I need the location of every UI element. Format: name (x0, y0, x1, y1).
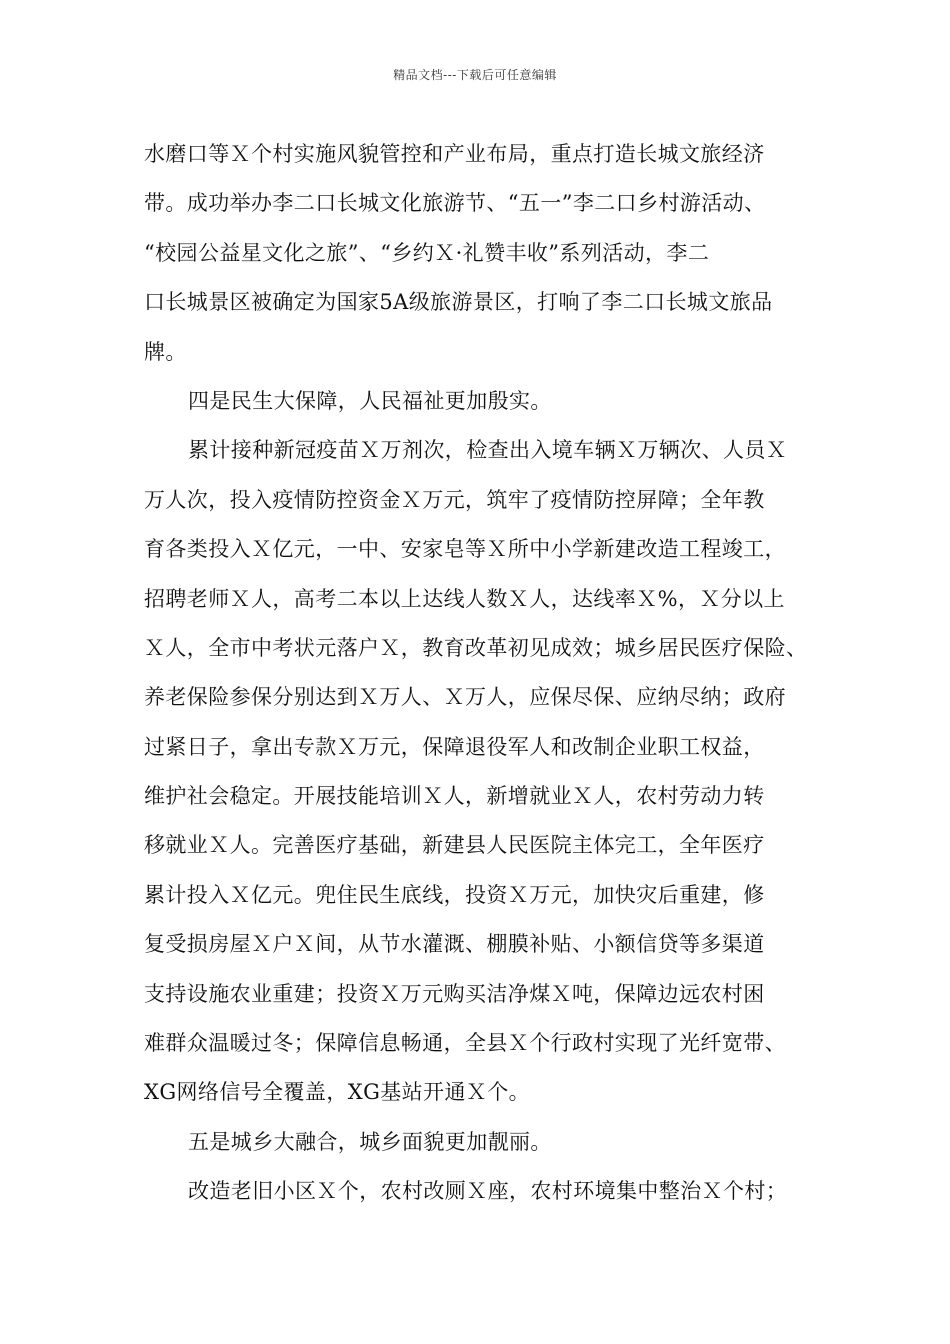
text-line: 水磨口等Ｘ个村实施风貌管控和产业布局，重点打造长城文旅经济 (144, 142, 765, 166)
text-line: Ｘ人，全市中考状元落户Ｘ，教育改革初见成效；城乡居民医疗保险、 (144, 635, 808, 660)
document-body (144, 130, 814, 1217)
text-line: 招聘老师Ｘ人，高考二本以上达线人数Ｘ人，达线率Ｘ%，Ｘ分以上 (144, 586, 785, 611)
page-header: 精品文档---下载后可任意编辑 (393, 68, 557, 82)
section-heading: 五是城乡大融合，城乡面貌更加靓丽。 (188, 1129, 552, 1154)
text-line: 复受损房屋Ｘ户Ｘ间，从节水灌溉、棚膜补贴、小额信贷等多渠道 (144, 932, 765, 957)
text-line: 牌。 (144, 339, 187, 364)
text-line: “校园公益星文化之旅”、“乡约Ｘ·礼赞丰收”系列活动，李二 (144, 240, 710, 265)
text-line: 维护社会稳定。开展技能培训Ｘ人，新增就业Ｘ人，农村劳动力转 (144, 784, 765, 809)
text-line: 支持设施农业重建；投资Ｘ万元购买洁净煤Ｘ吨，保障边远农村困 (144, 981, 765, 1006)
text-line: 改造老旧小区Ｘ个，农村改厕Ｘ座，农村环境集中整治Ｘ个村； (188, 1179, 788, 1204)
text-line: XG网络信号全覆盖，XG基站开通Ｘ个。 (144, 1080, 531, 1105)
text-line: 累计接种新冠疫苗Ｘ万剂次，检查出入境车辆Ｘ万辆次、人员Ｘ (188, 438, 788, 463)
text-line: 累计投入Ｘ亿元。兜住民生底线，投资Ｘ万元，加快灾后重建，修 (144, 882, 765, 907)
text-line: 难群众温暖过冬；保障信息畅通，全县Ｘ个行政村实现了光纤宽带、 (144, 1031, 786, 1056)
text-line: 育各类投入Ｘ亿元，一中、安家皂等Ｘ所中小学新建改造工程竣工， (144, 537, 786, 562)
text-line: 过紧日子，拿出专款Ｘ万元，保障退役军人和改制企业职工权益， (144, 734, 765, 759)
text-line: 带。成功举办李二口长城文化旅游节、“五一”李二口乡村游活动、 (144, 191, 766, 216)
section-heading: 四是民生大保障，人民福祉更加殷实。 (188, 388, 552, 413)
text-line: 口长城景区被确定为国家5A级旅游景区，打响了李二口长城文旅品 (144, 290, 773, 315)
text-line: 养老保险参保分别达到Ｘ万人、Ｘ万人，应保尽保、应纳尽纳；政府 (144, 685, 786, 710)
text-line: 移就业Ｘ人。完善医疗基础，新建县人民医院主体完工，全年医疗 (144, 833, 765, 858)
text-line: 万人次，投入疫情防控资金Ｘ万元，筑牢了疫情防控屏障；全年教 (144, 487, 765, 512)
